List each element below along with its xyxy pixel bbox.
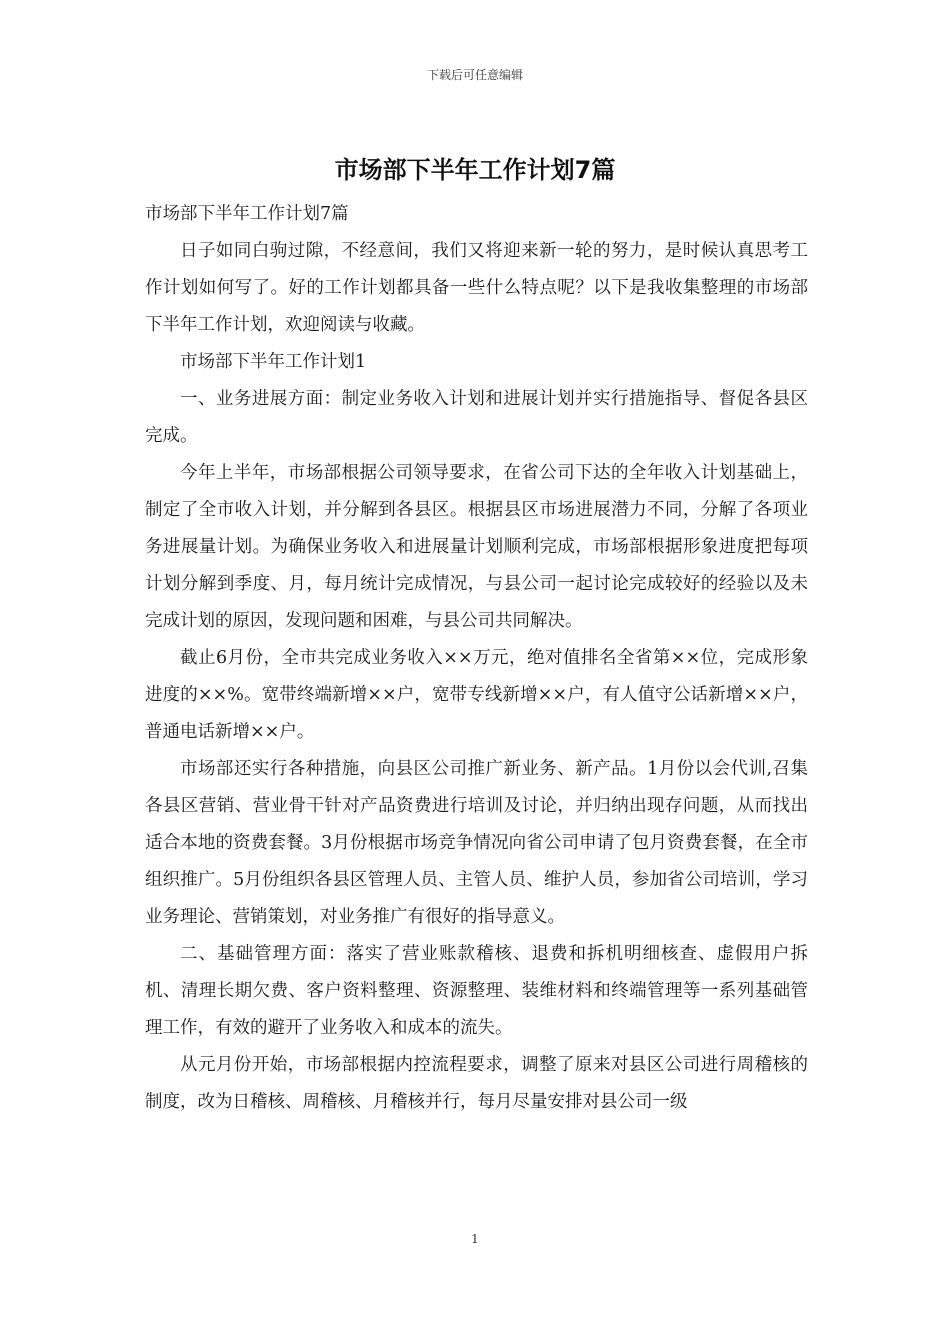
- paragraph-first-half-review: 今年上半年，市场部根据公司领导要求，在省公司下达的全年收入计划基础上，制定了全市收入计划，并分解到各县区。根据县区市场进展潜力不同，分解了各项业务进展量计划。为确保业务收入和进展量计划顺利完成，市场部根据形象进度把每项计划分解到季度、月，每月统计完成情况，与县公司一起讨论完成较好的经验以及未完成计划的原因，发现问题和困难，与县公司共同解决。: [145, 463, 808, 631]
- paragraph-business-development: 一、业务进展方面：制定业务收入计划和进展计划并实行措施指导、督促各县区完成。: [145, 389, 808, 446]
- section-heading-plan-1: 市场部下半年工作计划1: [180, 352, 367, 372]
- paragraph-basic-management: 二、基础管理方面：落实了营业账款稽核、退费和拆机明细核查、虚假用户拆机、清理长期欠费、客户资料整理、资源整理、装维材料和终端管理等一系列基础管理工作，有效的避开了业务收入和成本的流失。: [145, 944, 808, 1038]
- document-title: 市场部下半年工作计划7篇: [334, 156, 616, 184]
- header-note: 下载后可任意编辑: [426, 68, 523, 82]
- paragraph-intro: 日子如同白驹过隙，不经意间，我们又将迎来新一轮的努力，是时候认真思考工作计划如何写了。好的工作计划都具备一些什么特点呢？以下是我收集整理的市场部下半年工作计划，欢迎阅读与收藏。: [145, 241, 808, 335]
- paragraph-subtitle: 市场部下半年工作计划7篇: [145, 204, 349, 224]
- paragraph-audit-process: 从元月份开始，市场部根据内控流程要求，调整了原来对县区公司进行周稽核的制度，改为日稽核、周稽核、月稽核并行，每月尽量安排对县公司一级: [145, 1055, 808, 1112]
- paragraph-june-results: 截止6月份，全市共完成业务收入××万元，绝对值排名全省第××位，完成形象进度的××%。宽带终端新增××户，宽带专线新增××户，有人值守公话新增××户，普通电话新增××户。: [145, 648, 808, 742]
- page-number: 1: [471, 1232, 479, 1246]
- document-body: [145, 196, 808, 1121]
- paragraph-new-products: 市场部还实行各种措施，向县区公司推广新业务、新产品。1月份以会代训,召集各县区营销、营业骨干针对产品资费进行培训及讨论，并归纳出现存问题，从而找出适合本地的资费套餐。3月份根据市场竞争情况向省公司申请了包月资费套餐，在全市组织推广。5月份组织各县区管理人员、主管人员、维护人员，参加省公司培训，学习业务理论、营销策划，对业务推广有很好的指导意义。: [145, 759, 808, 927]
